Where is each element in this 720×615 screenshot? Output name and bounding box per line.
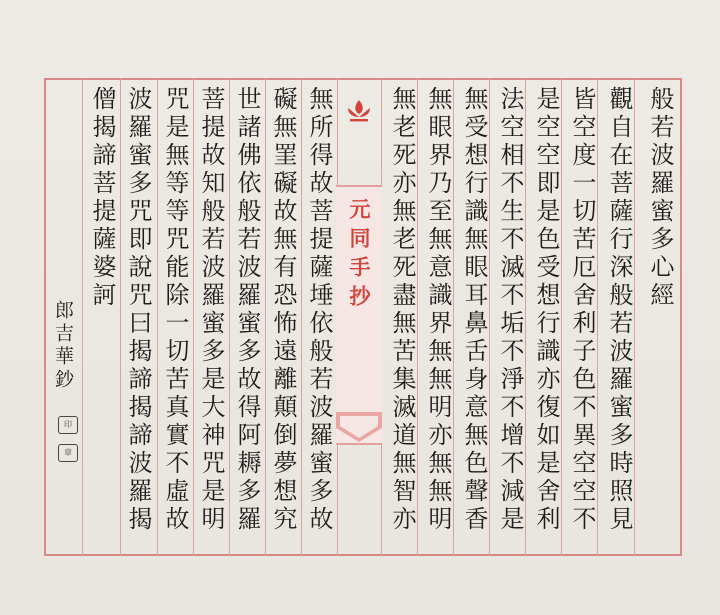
signature: 郎吉華鈔: [52, 300, 74, 392]
text-column: 波羅蜜多咒即說咒曰揭諦揭諦波羅揭: [124, 86, 152, 534]
text-column: 無所得故菩提薩埵依般若波羅蜜多故: [305, 86, 333, 534]
text-column: 咒是無等等咒能除一切苦真實不虛故: [161, 86, 189, 534]
text-column: 是空空即是色受想行識亦復如是舍利: [532, 86, 560, 534]
center-title: 元同手抄: [347, 198, 372, 314]
text-column: 觀自在菩薩行深般若波羅蜜多時照見: [605, 86, 633, 534]
text-column: 菩提故知般若波羅蜜多是大神咒是明: [197, 86, 225, 534]
seal-stamp: 章: [58, 444, 78, 462]
banner-chevron: [336, 412, 382, 444]
text-column: 無眼界乃至無意識界無無明亦無無明: [424, 86, 452, 534]
text-column: 無老死亦無老死盡無苦集滅道無智亦: [388, 86, 416, 534]
text-column: 法空相不生不滅不垢不淨不增不減是: [496, 86, 524, 534]
text-column: 世諸佛依般若波羅蜜多故得阿耨多羅: [233, 86, 261, 534]
text-column: 般若波羅蜜多心經: [646, 86, 674, 310]
text-column: 皆空度一切苦厄舍利子色不異空空不: [568, 86, 596, 534]
text-column: 礙無罣礙故無有恐怖遠離顛倒夢想究: [269, 86, 297, 534]
text-column: 僧揭諦菩提薩婆訶: [88, 86, 116, 310]
text-column: 無受想行識無眼耳鼻舌身意無色聲香: [460, 86, 488, 534]
seal-stamp: 印: [58, 416, 78, 434]
lotus-icon: [344, 98, 374, 124]
